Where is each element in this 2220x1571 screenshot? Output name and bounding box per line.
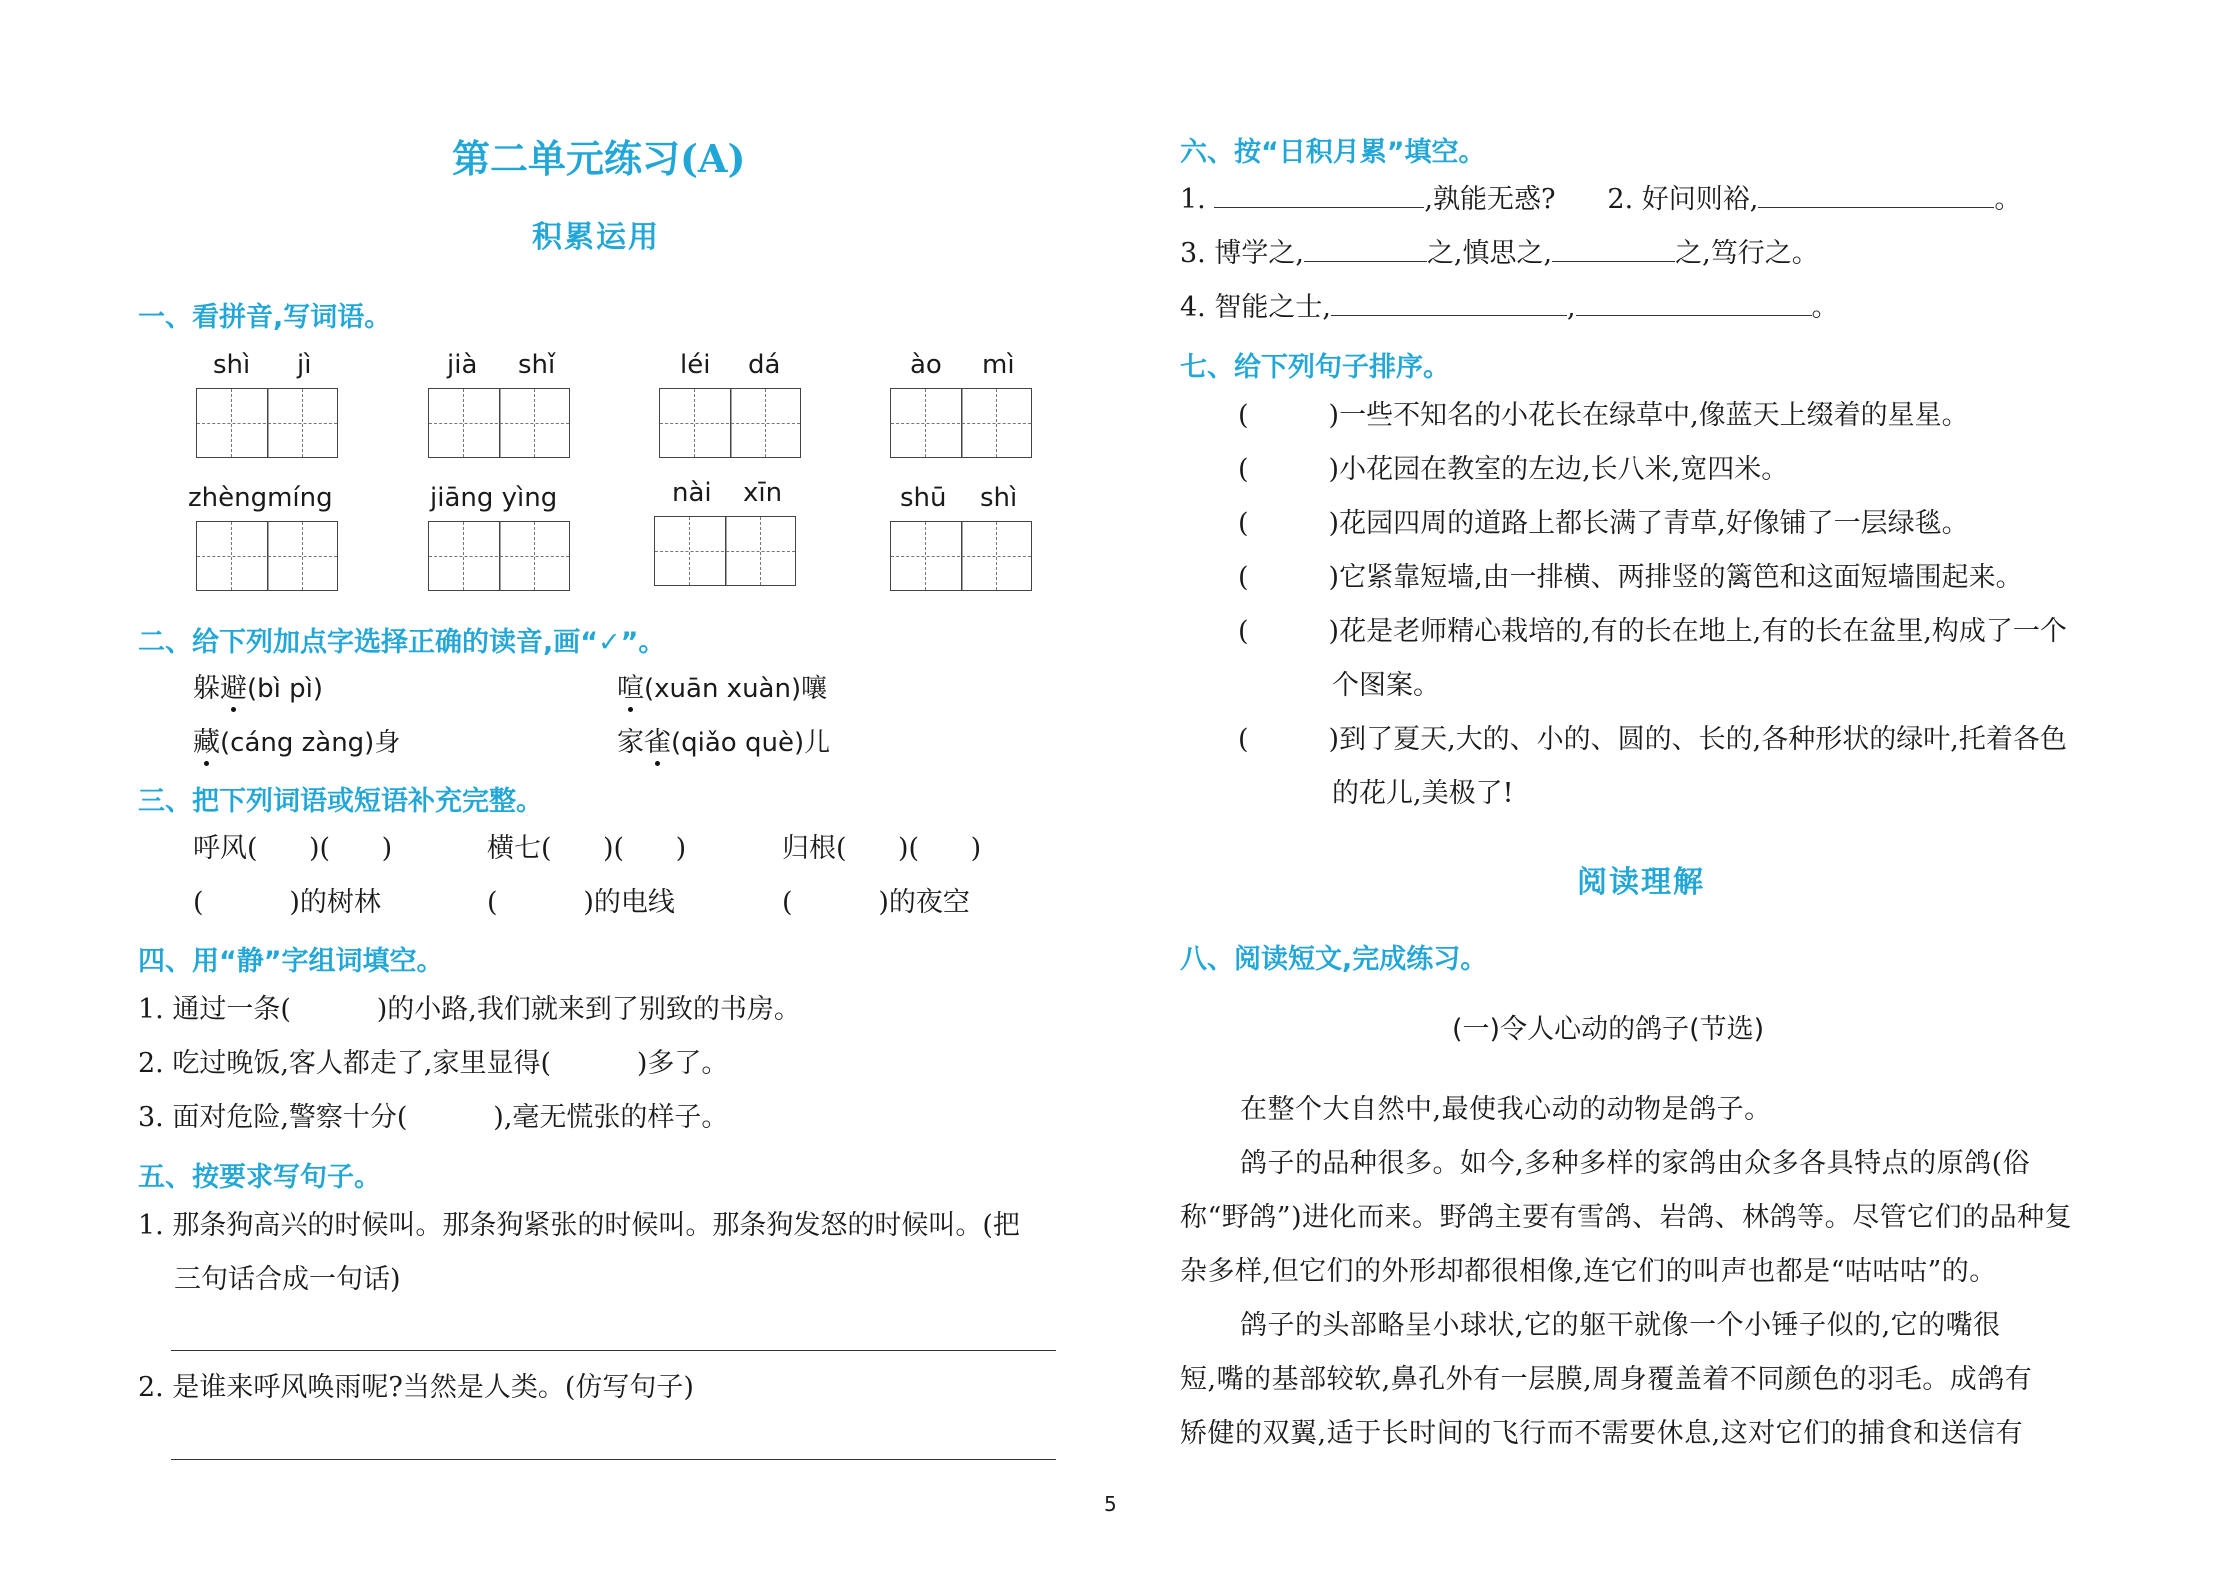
- page-title: 第二单元练习(A): [452, 136, 746, 181]
- q3-item: 横七( )( ): [487, 833, 687, 864]
- q6-line-2: 3. 博学之, 之,慎思之, 之,笃行之。: [1180, 238, 1819, 269]
- passage-line: 鸽子的头部略呈小球状,它的躯干就像一个小锤子似的,它的嘴很: [1240, 1310, 2001, 1341]
- q4-line: 1. 通过一条( )的小路,我们就来到了别致的书房。: [138, 994, 801, 1025]
- pinyin: dá: [748, 350, 781, 380]
- passage-line: 短,嘴的基部较软,鼻孔外有一层膜,周身覆盖着不同颜色的羽毛。成鸽有: [1180, 1364, 2033, 1395]
- writing-grid[interactable]: [196, 521, 338, 591]
- passage-line: 鸽子的品种很多。如今,多种多样的家鸽由众多各具特点的原鸽(俗: [1240, 1148, 2031, 1179]
- passage-line: 杂多样,但它们的外形却都很相像,连它们的叫声也都是“咕咕咕”的。: [1180, 1256, 1997, 1287]
- q7-item: ( )花是老师精心栽培的,有的长在地上,有的长在盆里,构成了一个: [1238, 616, 2067, 647]
- q3-item: ( )的电线: [487, 887, 675, 918]
- q7-item: ( )小花园在教室的左边,长八米,宽四米。: [1238, 454, 1789, 485]
- writing-grid[interactable]: [196, 388, 338, 458]
- section-subtitle-accumulate: 积累运用: [532, 220, 660, 255]
- pinyin: jiāng yìng: [430, 483, 558, 513]
- q7-item-cont: 的花儿,美极了!: [1332, 778, 1514, 809]
- q7-item: ( )到了夏天,大的、小的、圆的、长的,各种形状的绿叶,托着各色: [1238, 724, 2067, 755]
- q5-line: 2. 是谁来呼风唤雨呢?当然是人类。(仿写句子): [138, 1372, 694, 1403]
- q2-item-c: 藏(cáng zàng)身: [193, 727, 401, 758]
- q6-line-3: 4. 智能之士, , 。: [1180, 292, 1839, 323]
- writing-grid[interactable]: [890, 521, 1032, 591]
- q7-item: ( )它紧靠短墙,由一排横、两排竖的篱笆和这面短墙围起来。: [1238, 562, 2023, 593]
- q2-item-a: 躲避(bì pì): [193, 673, 324, 704]
- q2-item-d: 家雀(qiǎo què)儿: [617, 727, 831, 758]
- pinyin: shì: [213, 350, 251, 380]
- passage-line: 在整个大自然中,最使我心动的动物是鸽子。: [1240, 1094, 1772, 1125]
- pinyin: zhèngmíng: [188, 483, 333, 513]
- pinyin: xīn: [743, 478, 783, 508]
- writing-grid[interactable]: [428, 521, 570, 591]
- q5-line: 1. 那条狗高兴的时候叫。那条狗紧张的时候叫。那条狗发怒的时候叫。(把: [138, 1210, 1020, 1241]
- writing-grid[interactable]: [890, 388, 1032, 458]
- q2-item-b: 喧(xuān xuàn)嚷: [617, 673, 828, 704]
- q3-item: 呼风( )( ): [193, 833, 393, 864]
- q6-heading: 六、按“日积月累”填空。: [1180, 137, 1486, 168]
- pinyin: shì: [980, 483, 1018, 513]
- pinyin: jì: [297, 350, 312, 380]
- pinyin: shū: [900, 483, 947, 513]
- pinyin: nài: [672, 478, 712, 508]
- q7-heading: 七、给下列句子排序。: [1180, 352, 1450, 383]
- writing-grid[interactable]: [659, 388, 801, 458]
- passage-line: 矫健的双翼,适于长时间的飞行而不需要休息,这对它们的捕食和送信有: [1180, 1418, 2024, 1449]
- page-number: 5: [1104, 1492, 1117, 1516]
- q3-item: ( )的夜空: [782, 887, 970, 918]
- answer-line[interactable]: [171, 1459, 1056, 1460]
- q4-heading: 四、用“静”字组词填空。: [138, 946, 444, 977]
- pinyin: ào: [910, 350, 942, 380]
- writing-grid[interactable]: [654, 516, 796, 586]
- pinyin: jià: [447, 350, 478, 380]
- writing-grid[interactable]: [428, 388, 570, 458]
- pinyin: léi: [680, 350, 711, 380]
- pinyin: shǐ: [518, 350, 556, 380]
- q2-heading: 二、给下列加点字选择正确的读音,画“✓”。: [138, 627, 666, 658]
- q5-line: 三句话合成一句话): [174, 1264, 401, 1295]
- q1-heading: 一、看拼音,写词语。: [138, 302, 392, 333]
- passage-line: 称“野鸽”)进化而来。野鸽主要有雪鸽、岩鸽、林鸽等。尽管它们的品种复: [1180, 1202, 2073, 1233]
- q4-line: 2. 吃过晚饭,客人都走了,家里显得( )多了。: [138, 1048, 729, 1079]
- section-subtitle-reading: 阅读理解: [1577, 865, 1705, 900]
- passage-title: (一)令人心动的鸽子(节选): [1452, 1014, 1765, 1045]
- pinyin: mì: [982, 350, 1015, 380]
- q7-item: ( )一些不知名的小花长在绿草中,像蓝天上缀着的星星。: [1238, 400, 1969, 431]
- q3-item: ( )的树林: [193, 887, 381, 918]
- answer-line[interactable]: [171, 1350, 1056, 1351]
- q7-item: ( )花园四周的道路上都长满了青草,好像铺了一层绿毯。: [1238, 508, 1969, 539]
- q5-heading: 五、按要求写句子。: [138, 1162, 381, 1193]
- q7-item-cont: 个图案。: [1332, 670, 1440, 701]
- q3-item: 归根( )( ): [782, 833, 982, 864]
- q8-heading: 八、阅读短文,完成练习。: [1180, 944, 1488, 975]
- q3-heading: 三、把下列词语或短语补充完整。: [138, 786, 543, 817]
- q6-line-1: 1. ,孰能无惑? 2. 好问则裕, 。: [1180, 184, 2022, 215]
- q4-line: 3. 面对危险,警察十分( ),毫无慌张的样子。: [138, 1102, 729, 1133]
